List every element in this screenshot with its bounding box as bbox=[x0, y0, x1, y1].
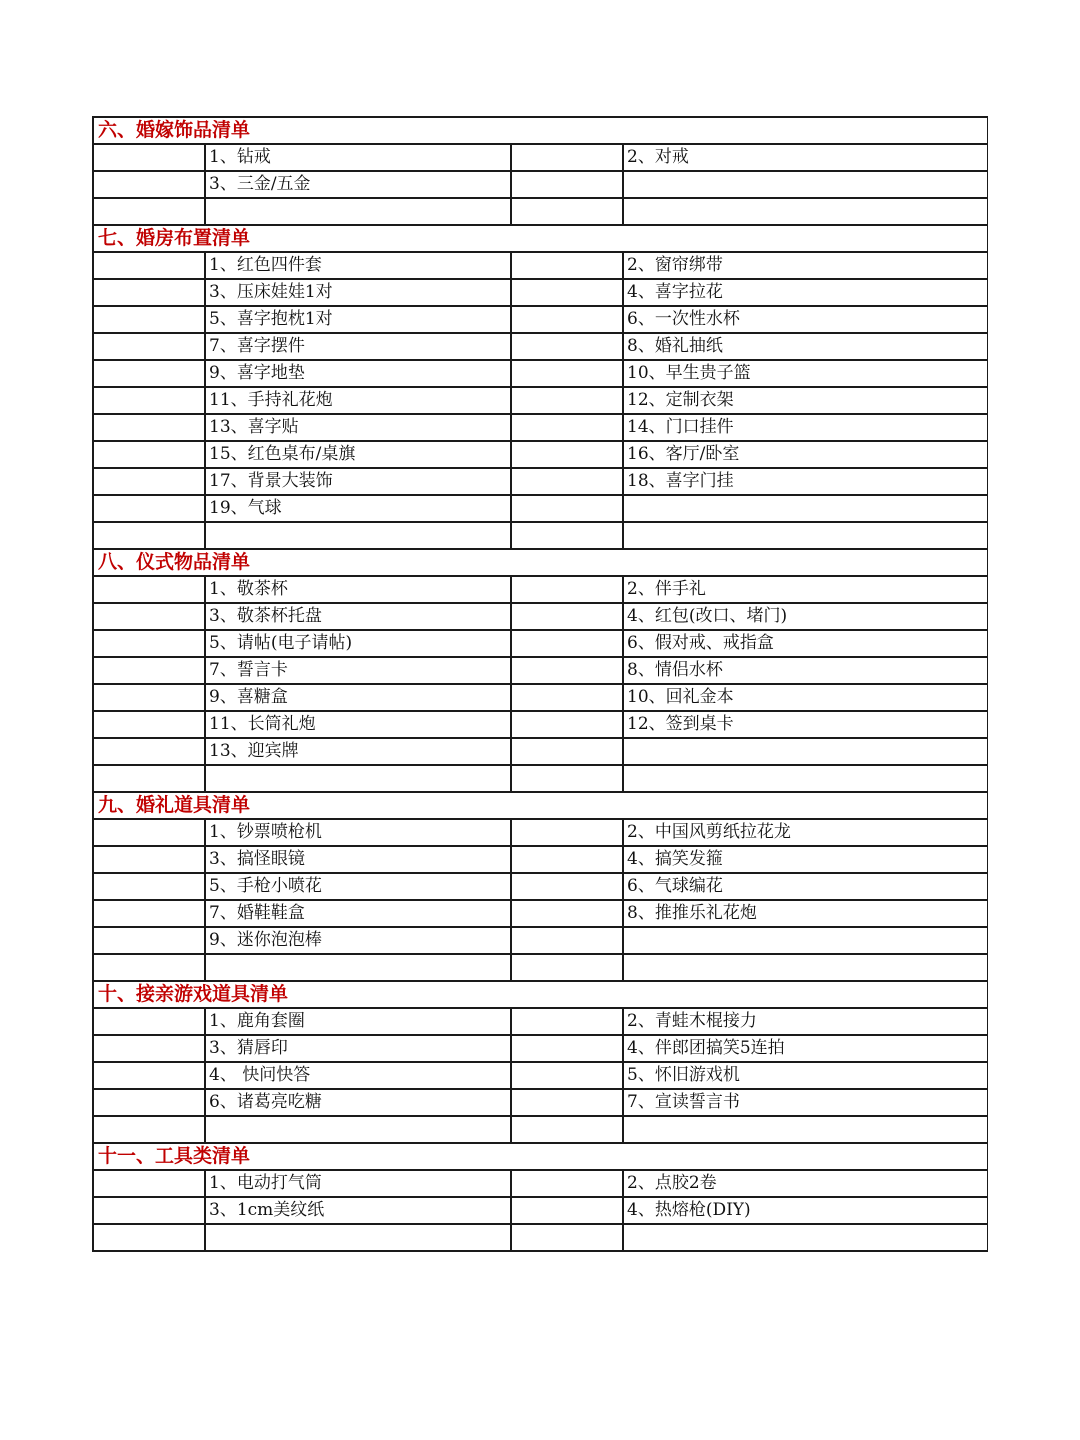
blank-cell bbox=[511, 900, 623, 927]
item-row bbox=[93, 171, 988, 198]
blank-cell bbox=[93, 873, 205, 900]
section-header-row bbox=[93, 981, 988, 1008]
blank-cell bbox=[511, 306, 623, 333]
item-cell-right bbox=[623, 171, 988, 198]
item-cell-left: 15、红色桌布/桌旗 bbox=[205, 441, 511, 468]
item-row bbox=[93, 927, 988, 954]
item-cell-left: 5、喜字抱枕1对 bbox=[205, 306, 511, 333]
item-cell-right: 8、婚礼抽纸 bbox=[623, 333, 988, 360]
item-cell-left: 9、迷你泡泡棒 bbox=[205, 927, 511, 954]
item-cell-left: 13、迎宾牌 bbox=[205, 738, 511, 765]
blank-cell bbox=[93, 657, 205, 684]
blank-cell bbox=[93, 333, 205, 360]
blank-cell bbox=[93, 522, 205, 549]
blank-cell bbox=[511, 198, 623, 225]
blank-cell bbox=[93, 414, 205, 441]
item-cell-left bbox=[205, 1116, 511, 1143]
blank-cell bbox=[93, 198, 205, 225]
blank-cell bbox=[93, 306, 205, 333]
item-cell-right bbox=[623, 198, 988, 225]
blank-cell bbox=[511, 1062, 623, 1089]
item-row bbox=[93, 1170, 988, 1197]
blank-cell bbox=[93, 1089, 205, 1116]
item-cell-left: 4、 快问快答 bbox=[205, 1062, 511, 1089]
item-row bbox=[93, 198, 988, 225]
section-header-row bbox=[93, 792, 988, 819]
blank-cell bbox=[511, 1008, 623, 1035]
blank-cell bbox=[93, 711, 205, 738]
item-row bbox=[93, 900, 988, 927]
blank-cell bbox=[93, 576, 205, 603]
blank-cell bbox=[511, 630, 623, 657]
checklist-table bbox=[92, 116, 988, 1252]
blank-cell bbox=[93, 279, 205, 306]
item-cell-left bbox=[205, 765, 511, 792]
blank-cell bbox=[511, 495, 623, 522]
item-row bbox=[93, 1062, 988, 1089]
item-row bbox=[93, 252, 988, 279]
item-cell-right: 14、门口挂件 bbox=[623, 414, 988, 441]
blank-cell bbox=[511, 171, 623, 198]
item-cell-left: 7、誓言卡 bbox=[205, 657, 511, 684]
section-title: 六、婚嫁饰品清单 bbox=[93, 117, 988, 144]
item-cell-left: 13、喜字贴 bbox=[205, 414, 511, 441]
item-row bbox=[93, 522, 988, 549]
blank-cell bbox=[511, 1089, 623, 1116]
item-row bbox=[93, 468, 988, 495]
blank-cell bbox=[93, 846, 205, 873]
item-cell-left: 1、钻戒 bbox=[205, 144, 511, 171]
section-title: 十一、工具类清单 bbox=[93, 1143, 988, 1170]
blank-cell bbox=[511, 603, 623, 630]
item-cell-left: 1、鹿角套圈 bbox=[205, 1008, 511, 1035]
item-row bbox=[93, 738, 988, 765]
item-row bbox=[93, 333, 988, 360]
blank-cell bbox=[511, 1197, 623, 1224]
item-cell-right: 10、回礼金本 bbox=[623, 684, 988, 711]
blank-cell bbox=[93, 252, 205, 279]
item-row bbox=[93, 144, 988, 171]
blank-cell bbox=[511, 333, 623, 360]
item-row bbox=[93, 414, 988, 441]
blank-cell bbox=[511, 441, 623, 468]
blank-cell bbox=[93, 1170, 205, 1197]
item-cell-left: 7、婚鞋鞋盒 bbox=[205, 900, 511, 927]
blank-cell bbox=[93, 954, 205, 981]
item-cell-left: 5、请帖(电子请帖) bbox=[205, 630, 511, 657]
item-cell-right: 2、中国风剪纸拉花龙 bbox=[623, 819, 988, 846]
item-cell-right: 2、点胶2卷 bbox=[623, 1170, 988, 1197]
blank-cell bbox=[511, 954, 623, 981]
section-header-row bbox=[93, 225, 988, 252]
blank-cell bbox=[511, 1035, 623, 1062]
item-cell-left: 3、压床娃娃1对 bbox=[205, 279, 511, 306]
item-row bbox=[93, 954, 988, 981]
blank-cell bbox=[511, 819, 623, 846]
item-cell-left: 3、猜唇印 bbox=[205, 1035, 511, 1062]
item-row bbox=[93, 1116, 988, 1143]
blank-cell bbox=[93, 603, 205, 630]
item-cell-right: 16、客厅/卧室 bbox=[623, 441, 988, 468]
blank-cell bbox=[511, 1170, 623, 1197]
blank-cell bbox=[511, 684, 623, 711]
item-row bbox=[93, 576, 988, 603]
blank-cell bbox=[511, 657, 623, 684]
item-cell-right: 4、搞笑发箍 bbox=[623, 846, 988, 873]
item-cell-right: 8、推推乐礼花炮 bbox=[623, 900, 988, 927]
item-cell-left: 3、搞怪眼镜 bbox=[205, 846, 511, 873]
item-cell-right bbox=[623, 1116, 988, 1143]
blank-cell bbox=[93, 927, 205, 954]
blank-cell bbox=[93, 1062, 205, 1089]
blank-cell bbox=[93, 900, 205, 927]
item-cell-left: 7、喜字摆件 bbox=[205, 333, 511, 360]
blank-cell bbox=[93, 495, 205, 522]
item-row bbox=[93, 495, 988, 522]
item-cell-right: 2、青蛙木棍接力 bbox=[623, 1008, 988, 1035]
item-cell-right: 5、怀旧游戏机 bbox=[623, 1062, 988, 1089]
section-title: 九、婚礼道具清单 bbox=[93, 792, 988, 819]
blank-cell bbox=[93, 1035, 205, 1062]
item-row bbox=[93, 873, 988, 900]
blank-cell bbox=[93, 171, 205, 198]
item-row bbox=[93, 603, 988, 630]
item-cell-right: 4、热熔枪(DIY) bbox=[623, 1197, 988, 1224]
blank-cell bbox=[511, 279, 623, 306]
blank-cell bbox=[93, 468, 205, 495]
item-row bbox=[93, 360, 988, 387]
item-cell-left: 1、钞票喷枪机 bbox=[205, 819, 511, 846]
item-cell-right: 12、定制衣架 bbox=[623, 387, 988, 414]
item-row bbox=[93, 684, 988, 711]
blank-cell bbox=[93, 144, 205, 171]
item-cell-left: 5、手枪小喷花 bbox=[205, 873, 511, 900]
blank-cell bbox=[511, 414, 623, 441]
checklist-sheet bbox=[92, 116, 988, 1325]
item-cell-right: 2、伴手礼 bbox=[623, 576, 988, 603]
item-cell-right bbox=[623, 522, 988, 549]
item-cell-right: 10、早生贵子篮 bbox=[623, 360, 988, 387]
blank-cell bbox=[511, 765, 623, 792]
blank-cell bbox=[93, 819, 205, 846]
item-cell-left: 6、诸葛亮吃糖 bbox=[205, 1089, 511, 1116]
item-row bbox=[93, 819, 988, 846]
blank-cell bbox=[511, 846, 623, 873]
item-cell-left: 1、敬茶杯 bbox=[205, 576, 511, 603]
blank-cell bbox=[511, 252, 623, 279]
blank-cell bbox=[93, 1116, 205, 1143]
item-cell-left: 9、喜糖盒 bbox=[205, 684, 511, 711]
blank-cell bbox=[93, 387, 205, 414]
blank-cell bbox=[93, 360, 205, 387]
blank-cell bbox=[511, 1224, 623, 1251]
item-row bbox=[93, 765, 988, 792]
item-row bbox=[93, 1197, 988, 1224]
item-cell-right bbox=[623, 738, 988, 765]
item-cell-left: 3、1cm美纹纸 bbox=[205, 1197, 511, 1224]
section-title: 七、婚房布置清单 bbox=[93, 225, 988, 252]
section-title: 十、接亲游戏道具清单 bbox=[93, 981, 988, 1008]
blank-cell bbox=[511, 468, 623, 495]
item-row bbox=[93, 630, 988, 657]
item-row bbox=[93, 1035, 988, 1062]
blank-cell bbox=[511, 927, 623, 954]
item-cell-right: 4、伴郎团搞笑5连拍 bbox=[623, 1035, 988, 1062]
item-cell-right: 12、签到桌卡 bbox=[623, 711, 988, 738]
blank-cell bbox=[93, 684, 205, 711]
item-cell-left bbox=[205, 954, 511, 981]
item-cell-right bbox=[623, 495, 988, 522]
item-cell-right bbox=[623, 954, 988, 981]
blank-cell bbox=[93, 441, 205, 468]
blank-cell bbox=[93, 630, 205, 657]
item-cell-right: 4、喜字拉花 bbox=[623, 279, 988, 306]
blank-cell bbox=[511, 387, 623, 414]
item-cell-right: 8、情侣水杯 bbox=[623, 657, 988, 684]
item-cell-right: 4、红包(改口、堵门) bbox=[623, 603, 988, 630]
item-cell-right: 18、喜字门挂 bbox=[623, 468, 988, 495]
blank-cell bbox=[93, 765, 205, 792]
blank-cell bbox=[511, 360, 623, 387]
item-cell-left: 3、三金/五金 bbox=[205, 171, 511, 198]
item-cell-right bbox=[623, 927, 988, 954]
item-cell-right bbox=[623, 1224, 988, 1251]
blank-cell bbox=[511, 576, 623, 603]
blank-cell bbox=[511, 738, 623, 765]
blank-cell bbox=[511, 144, 623, 171]
item-cell-left bbox=[205, 522, 511, 549]
item-cell-left: 1、红色四件套 bbox=[205, 252, 511, 279]
item-row bbox=[93, 441, 988, 468]
item-cell-left: 17、背景大装饰 bbox=[205, 468, 511, 495]
item-cell-left bbox=[205, 1224, 511, 1251]
blank-cell bbox=[511, 1116, 623, 1143]
item-cell-right: 2、对戒 bbox=[623, 144, 988, 171]
blank-cell bbox=[511, 522, 623, 549]
blank-cell bbox=[93, 1224, 205, 1251]
item-cell-right: 6、气球编花 bbox=[623, 873, 988, 900]
section-header-row bbox=[93, 117, 988, 144]
item-row bbox=[93, 1224, 988, 1251]
section-header-row bbox=[93, 1143, 988, 1170]
blank-cell bbox=[511, 873, 623, 900]
item-row bbox=[93, 846, 988, 873]
checklist-body bbox=[93, 117, 988, 1251]
blank-cell bbox=[511, 711, 623, 738]
item-cell-right: 6、假对戒、戒指盒 bbox=[623, 630, 988, 657]
item-cell-right: 7、宣读誓言书 bbox=[623, 1089, 988, 1116]
section-header-row bbox=[93, 549, 988, 576]
blank-cell bbox=[93, 1197, 205, 1224]
item-row bbox=[93, 306, 988, 333]
item-cell-right: 2、窗帘绑带 bbox=[623, 252, 988, 279]
item-cell-left: 3、敬茶杯托盘 bbox=[205, 603, 511, 630]
section-title: 八、仪式物品清单 bbox=[93, 549, 988, 576]
item-row bbox=[93, 1008, 988, 1035]
item-row bbox=[93, 711, 988, 738]
item-cell-right: 6、一次性水杯 bbox=[623, 306, 988, 333]
item-cell-left bbox=[205, 198, 511, 225]
item-cell-right bbox=[623, 765, 988, 792]
item-cell-left: 9、喜字地垫 bbox=[205, 360, 511, 387]
item-row bbox=[93, 387, 988, 414]
item-row bbox=[93, 279, 988, 306]
item-cell-left: 11、手持礼花炮 bbox=[205, 387, 511, 414]
item-cell-left: 11、长筒礼炮 bbox=[205, 711, 511, 738]
item-cell-left: 1、电动打气筒 bbox=[205, 1170, 511, 1197]
item-row bbox=[93, 1089, 988, 1116]
blank-cell bbox=[93, 1008, 205, 1035]
item-cell-left: 19、气球 bbox=[205, 495, 511, 522]
item-row bbox=[93, 657, 988, 684]
blank-cell bbox=[93, 738, 205, 765]
